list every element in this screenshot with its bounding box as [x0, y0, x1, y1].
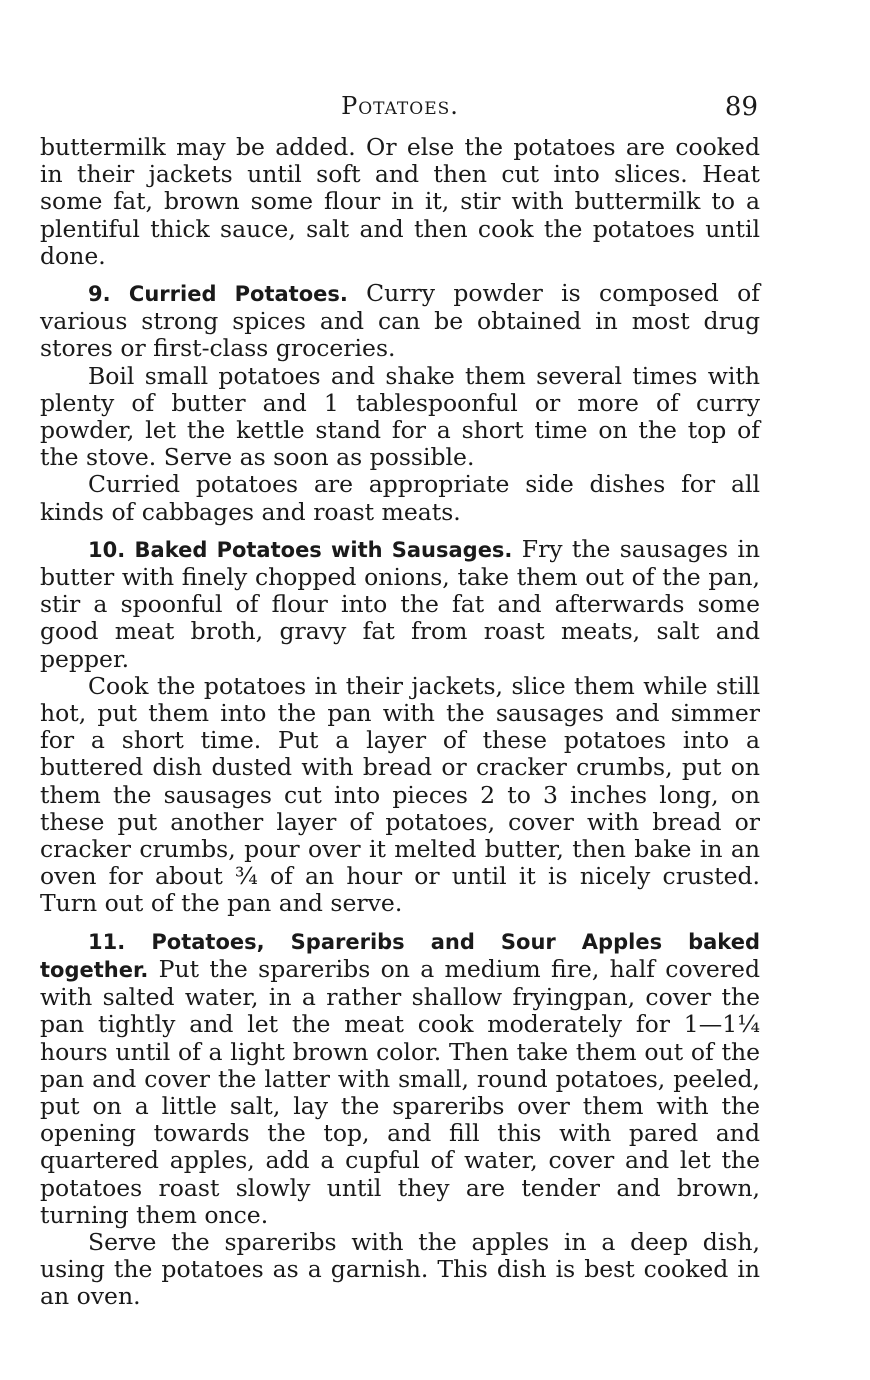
- recipe-title: Curried Potatoes.: [128, 282, 348, 307]
- book-page: [40, 92, 760, 1311]
- recipe-text: Curry powder is composed of various strong spices and can be obtained in most drug stores or first-class groceries.: [40, 279, 760, 363]
- recipe-title: Potatoes, Spareribs and Sour Apples baked together.: [40, 929, 760, 982]
- recipe-number: 11.: [88, 929, 126, 954]
- recipe-10-paragraph: Cook the potatoes in their jackets, slice them while still hot, put them into the pan with the sausages and simmer for a short time. Put a layer of these potatoes into a buttered dish dusted with bread or cracker crumbs, put on them the sausages cut into pieces 2 to 3 inches long, on these put another layer of potatoes, cover with bread or cracker crumbs, pour over it melted butter, then bake in an oven for about ¾ of an hour or until it is nicely crusted. Turn out of the pan and serve.: [40, 671, 760, 918]
- page-header: [40, 92, 760, 134]
- continuation-paragraph: buttermilk may be added. Or else the potatoes are cooked in their jackets until soft and then cut into slices. Heat some fat, brown some flour in it, stir with buttermilk to a plentiful thick sauce, salt and then cook the potatoes until done.: [40, 133, 760, 270]
- recipe-9-intro: [40, 280, 760, 363]
- running-title: Potatoes.: [341, 92, 459, 120]
- page-number: 89: [724, 92, 758, 122]
- recipe-10-intro: [40, 536, 760, 673]
- recipe-text: Put the spareribs on a medium fire, half covered with salted water, in a rather shallow fryingpan, cover the pan tightly and let the meat cook moderately for 1—1¼ hours until of a light brown color. Then take them out of the pan and cover the latter with small, round potatoes, peeled, put on a little salt, lay the spareribs over them with the opening towards the top, and fill this with pared and quartered apples, add a cupful of water, cover and let the potatoes roast slowly until they are tender and brown, turning them once.: [40, 954, 760, 1229]
- recipe-11-paragraph: Serve the spareribs with the apples in a deep dish, using the potatoes as a garnish. This dish is best cooked in an oven.: [40, 1227, 760, 1311]
- recipe-title: Baked Potatoes with Sausages.: [134, 537, 513, 562]
- recipe-9-paragraph: Boil small potatoes and shake them several times with plenty of butter and 1 tablespoonful or more of curry powder, let the kettle stand for a short time on the top of the stove. Serve as soon as possible.: [40, 361, 760, 472]
- recipe-number: 9.: [88, 282, 111, 307]
- recipe-9-paragraph: Curried potatoes are appropriate side dishes for all kinds of cabbages and roast meats.: [40, 470, 760, 526]
- recipe-number: 10.: [88, 537, 126, 562]
- recipe-text: Fry the sausages in butter with finely chopped onions, take them out of the pan, stir a spoonful of flour into the fat and afterwards some good meat broth, gravy fat from roast meats, salt and pepper.: [40, 534, 760, 673]
- recipe-11-intro: [40, 928, 760, 1229]
